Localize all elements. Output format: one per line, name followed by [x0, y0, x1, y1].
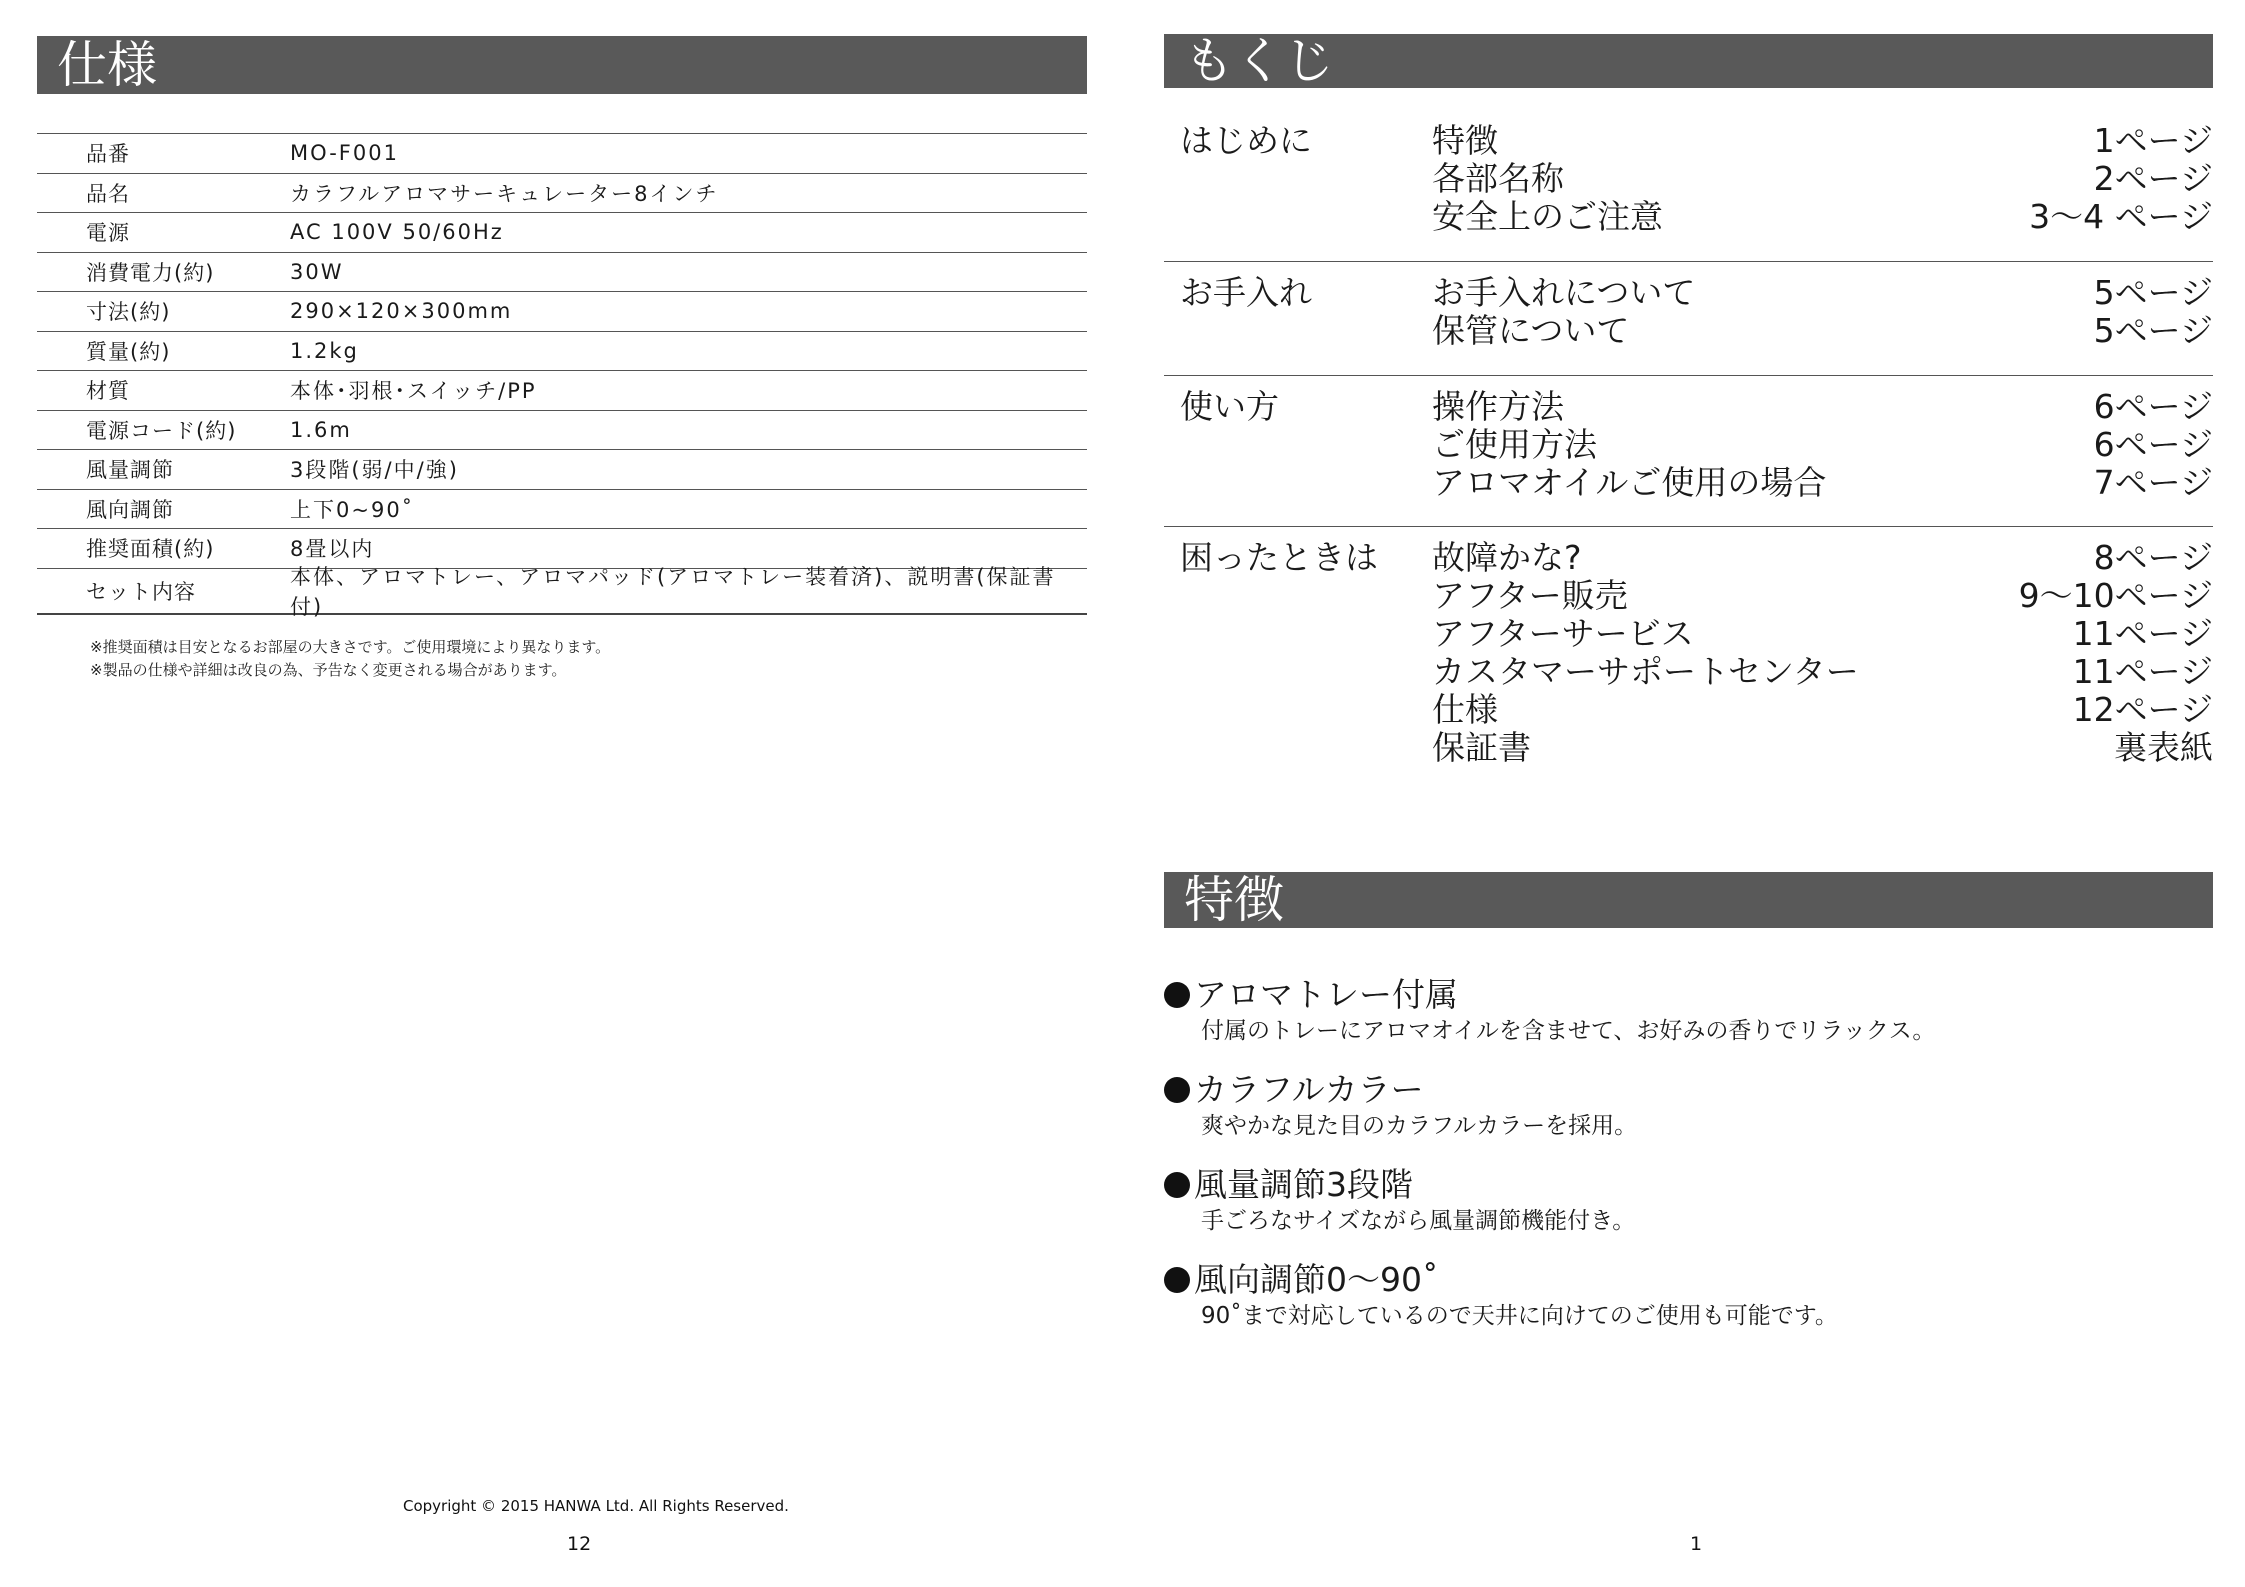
spec-note: ※推奨面積は目安となるお部屋の大きさです。ご使用環境により異なります。 [90, 638, 611, 656]
feature-title: 風量調節3段階 [1194, 1165, 1413, 1204]
spec-label: 風量調節 [86, 458, 174, 483]
toc-item-page: 2ページ [2093, 159, 2213, 198]
feature-item [1164, 975, 2213, 1070]
feature-desc: 手ごろなサイズながら風量調節機能付き。 [1201, 1208, 1636, 1234]
spec-value: 上下0~90˚ [290, 497, 415, 522]
toc-item[interactable] [1432, 615, 2213, 653]
toc-item-page: 5ページ [2093, 311, 2213, 350]
table-of-contents [1164, 120, 2213, 767]
toc-item-page: 9〜10ページ [2018, 576, 2213, 615]
toc-category: 困ったときは [1180, 538, 1378, 577]
toc-item-title: 仕様 [1432, 690, 1498, 729]
spec-label: 材質 [86, 379, 130, 404]
toc-item-title: カスタマーサポートセンター [1432, 652, 1859, 691]
toc-item[interactable] [1432, 577, 2213, 615]
spec-label: 品名 [86, 181, 130, 206]
feature-title: アロマトレー付属 [1194, 975, 1458, 1014]
spec-label: セット内容 [86, 579, 196, 604]
toc-item-title: 特徴 [1432, 121, 1498, 160]
table-row [37, 411, 1087, 451]
toc-item-title: 安全上のご注意 [1432, 197, 1663, 236]
toc-item-title: アフター販売 [1432, 576, 1628, 615]
toc-group [1164, 376, 2213, 527]
spec-label: 風向調節 [86, 497, 174, 522]
table-row [37, 371, 1087, 411]
spec-value: 本体･羽根･スイッチ/PP [290, 379, 537, 404]
spec-value: AC 100V 50/60Hz [290, 220, 504, 245]
spec-value: カラフルアロマサーキュレーター8インチ [290, 181, 719, 206]
toc-item-page: 12ページ [2072, 690, 2213, 729]
toc-item[interactable] [1432, 312, 2213, 350]
features-section-header: 特徴 [1164, 872, 2213, 928]
feature-title: 風向調節0〜90˚ [1194, 1260, 1439, 1299]
spec-section-header: 仕様 [37, 36, 1087, 94]
page-number-left: 12 [567, 1533, 592, 1555]
table-row [37, 213, 1087, 253]
feature-item [1164, 1165, 2213, 1260]
toc-item-page: 1ページ [2093, 121, 2213, 160]
spec-value: 30W [290, 259, 344, 284]
toc-item-page: 3〜4 ページ [2029, 197, 2213, 236]
table-row [37, 450, 1087, 490]
toc-item-page: 5ページ [2093, 273, 2213, 312]
spec-note: ※製品の仕様や詳細は改良の為、予告なく変更される場合があります。 [90, 661, 567, 679]
toc-item-title: 各部名称 [1432, 159, 1564, 198]
toc-item[interactable] [1432, 426, 2213, 464]
left-page [0, 0, 1122, 1587]
feature-desc: 90˚まで対応しているので天井に向けてのご使用も可能です。 [1201, 1303, 1838, 1329]
spec-label: 品番 [86, 142, 130, 167]
toc-item-page: 7ページ [2093, 463, 2213, 502]
spec-value: 3段階(弱/中/強) [290, 458, 459, 483]
table-row [37, 174, 1087, 214]
toc-item[interactable] [1432, 274, 2213, 312]
toc-item-page: 11ページ [2072, 614, 2213, 653]
toc-item-title: ご使用方法 [1432, 425, 1597, 464]
toc-item-title: アフターサービス [1432, 614, 1694, 653]
toc-item-title: お手入れについて [1432, 273, 1696, 312]
bullet-icon [1164, 1077, 1190, 1103]
toc-item[interactable] [1432, 539, 2213, 577]
spec-value: 1.2kg [290, 338, 359, 363]
right-page [1122, 0, 2245, 1587]
feature-desc: 付属のトレーにアロマオイルを含ませて、お好みの香りでリラックス。 [1201, 1018, 1936, 1044]
toc-item-title: 故障かな? [1432, 538, 1582, 577]
spec-label: 電源コード(約) [86, 418, 237, 443]
page-number-right: 1 [1690, 1533, 1703, 1555]
toc-item[interactable] [1432, 653, 2213, 691]
toc-group [1164, 262, 2213, 376]
table-row [37, 253, 1087, 293]
feature-title: カラフルカラー [1194, 1070, 1424, 1109]
toc-item[interactable] [1432, 691, 2213, 729]
toc-item-title: 保管について [1432, 311, 1630, 350]
toc-item-title: 保証書 [1432, 728, 1531, 767]
table-row [37, 564, 1087, 619]
toc-item[interactable] [1432, 198, 2213, 236]
spec-label: 質量(約) [86, 339, 171, 364]
feature-item [1164, 1260, 2213, 1355]
toc-group [1164, 120, 2213, 262]
toc-item[interactable] [1432, 160, 2213, 198]
table-row [37, 134, 1087, 174]
table-row [37, 292, 1087, 332]
bullet-icon [1164, 1267, 1190, 1293]
toc-item-page: 裏表紙 [2114, 728, 2213, 767]
feature-item [1164, 1070, 2213, 1165]
spec-value: 1.6m [290, 417, 352, 442]
spec-table [37, 133, 1087, 619]
toc-item-page: 8ページ [2093, 538, 2213, 577]
toc-category: 使い方 [1180, 387, 1279, 426]
toc-item-title: アロマオイルご使用の場合 [1432, 463, 1827, 502]
toc-item-page: 6ページ [2093, 425, 2213, 464]
toc-item[interactable] [1432, 122, 2213, 160]
toc-item-title: 操作方法 [1432, 387, 1564, 426]
toc-item-page: 11ページ [2072, 652, 2213, 691]
table-row [37, 490, 1087, 530]
bullet-icon [1164, 1172, 1190, 1198]
spec-value: MO-F001 [290, 141, 399, 166]
spec-value: 本体、アロマトレー、アロマパッド(アロマトレー装着済)、説明書(保証書付) [290, 564, 1056, 619]
features-list [1164, 975, 2213, 1355]
spec-value: 8畳以内 [290, 537, 375, 562]
feature-desc: 爽やかな見た目のカラフルカラーを採用。 [1201, 1113, 1638, 1139]
table-row [37, 332, 1087, 372]
spec-label: 消費電力(約) [86, 260, 215, 285]
toc-item-page: 6ページ [2093, 387, 2213, 426]
toc-item[interactable] [1432, 729, 2213, 767]
spec-notes [90, 636, 610, 682]
copyright: Copyright © 2015 HANWA Ltd. All Rights Reserved. [403, 1497, 789, 1515]
toc-item[interactable] [1432, 464, 2213, 502]
spec-label: 寸法(約) [86, 300, 171, 325]
toc-category: お手入れ [1180, 273, 1312, 312]
bullet-icon [1164, 982, 1190, 1008]
toc-section-header: もくじ [1164, 34, 2213, 88]
spec-value: 290×120×300mm [290, 299, 513, 324]
toc-category: はじめに [1180, 121, 1312, 160]
spec-label: 推奨面積(約) [86, 537, 215, 562]
spec-label: 電源 [86, 221, 130, 246]
toc-group [1164, 527, 2213, 767]
toc-item[interactable] [1432, 388, 2213, 426]
